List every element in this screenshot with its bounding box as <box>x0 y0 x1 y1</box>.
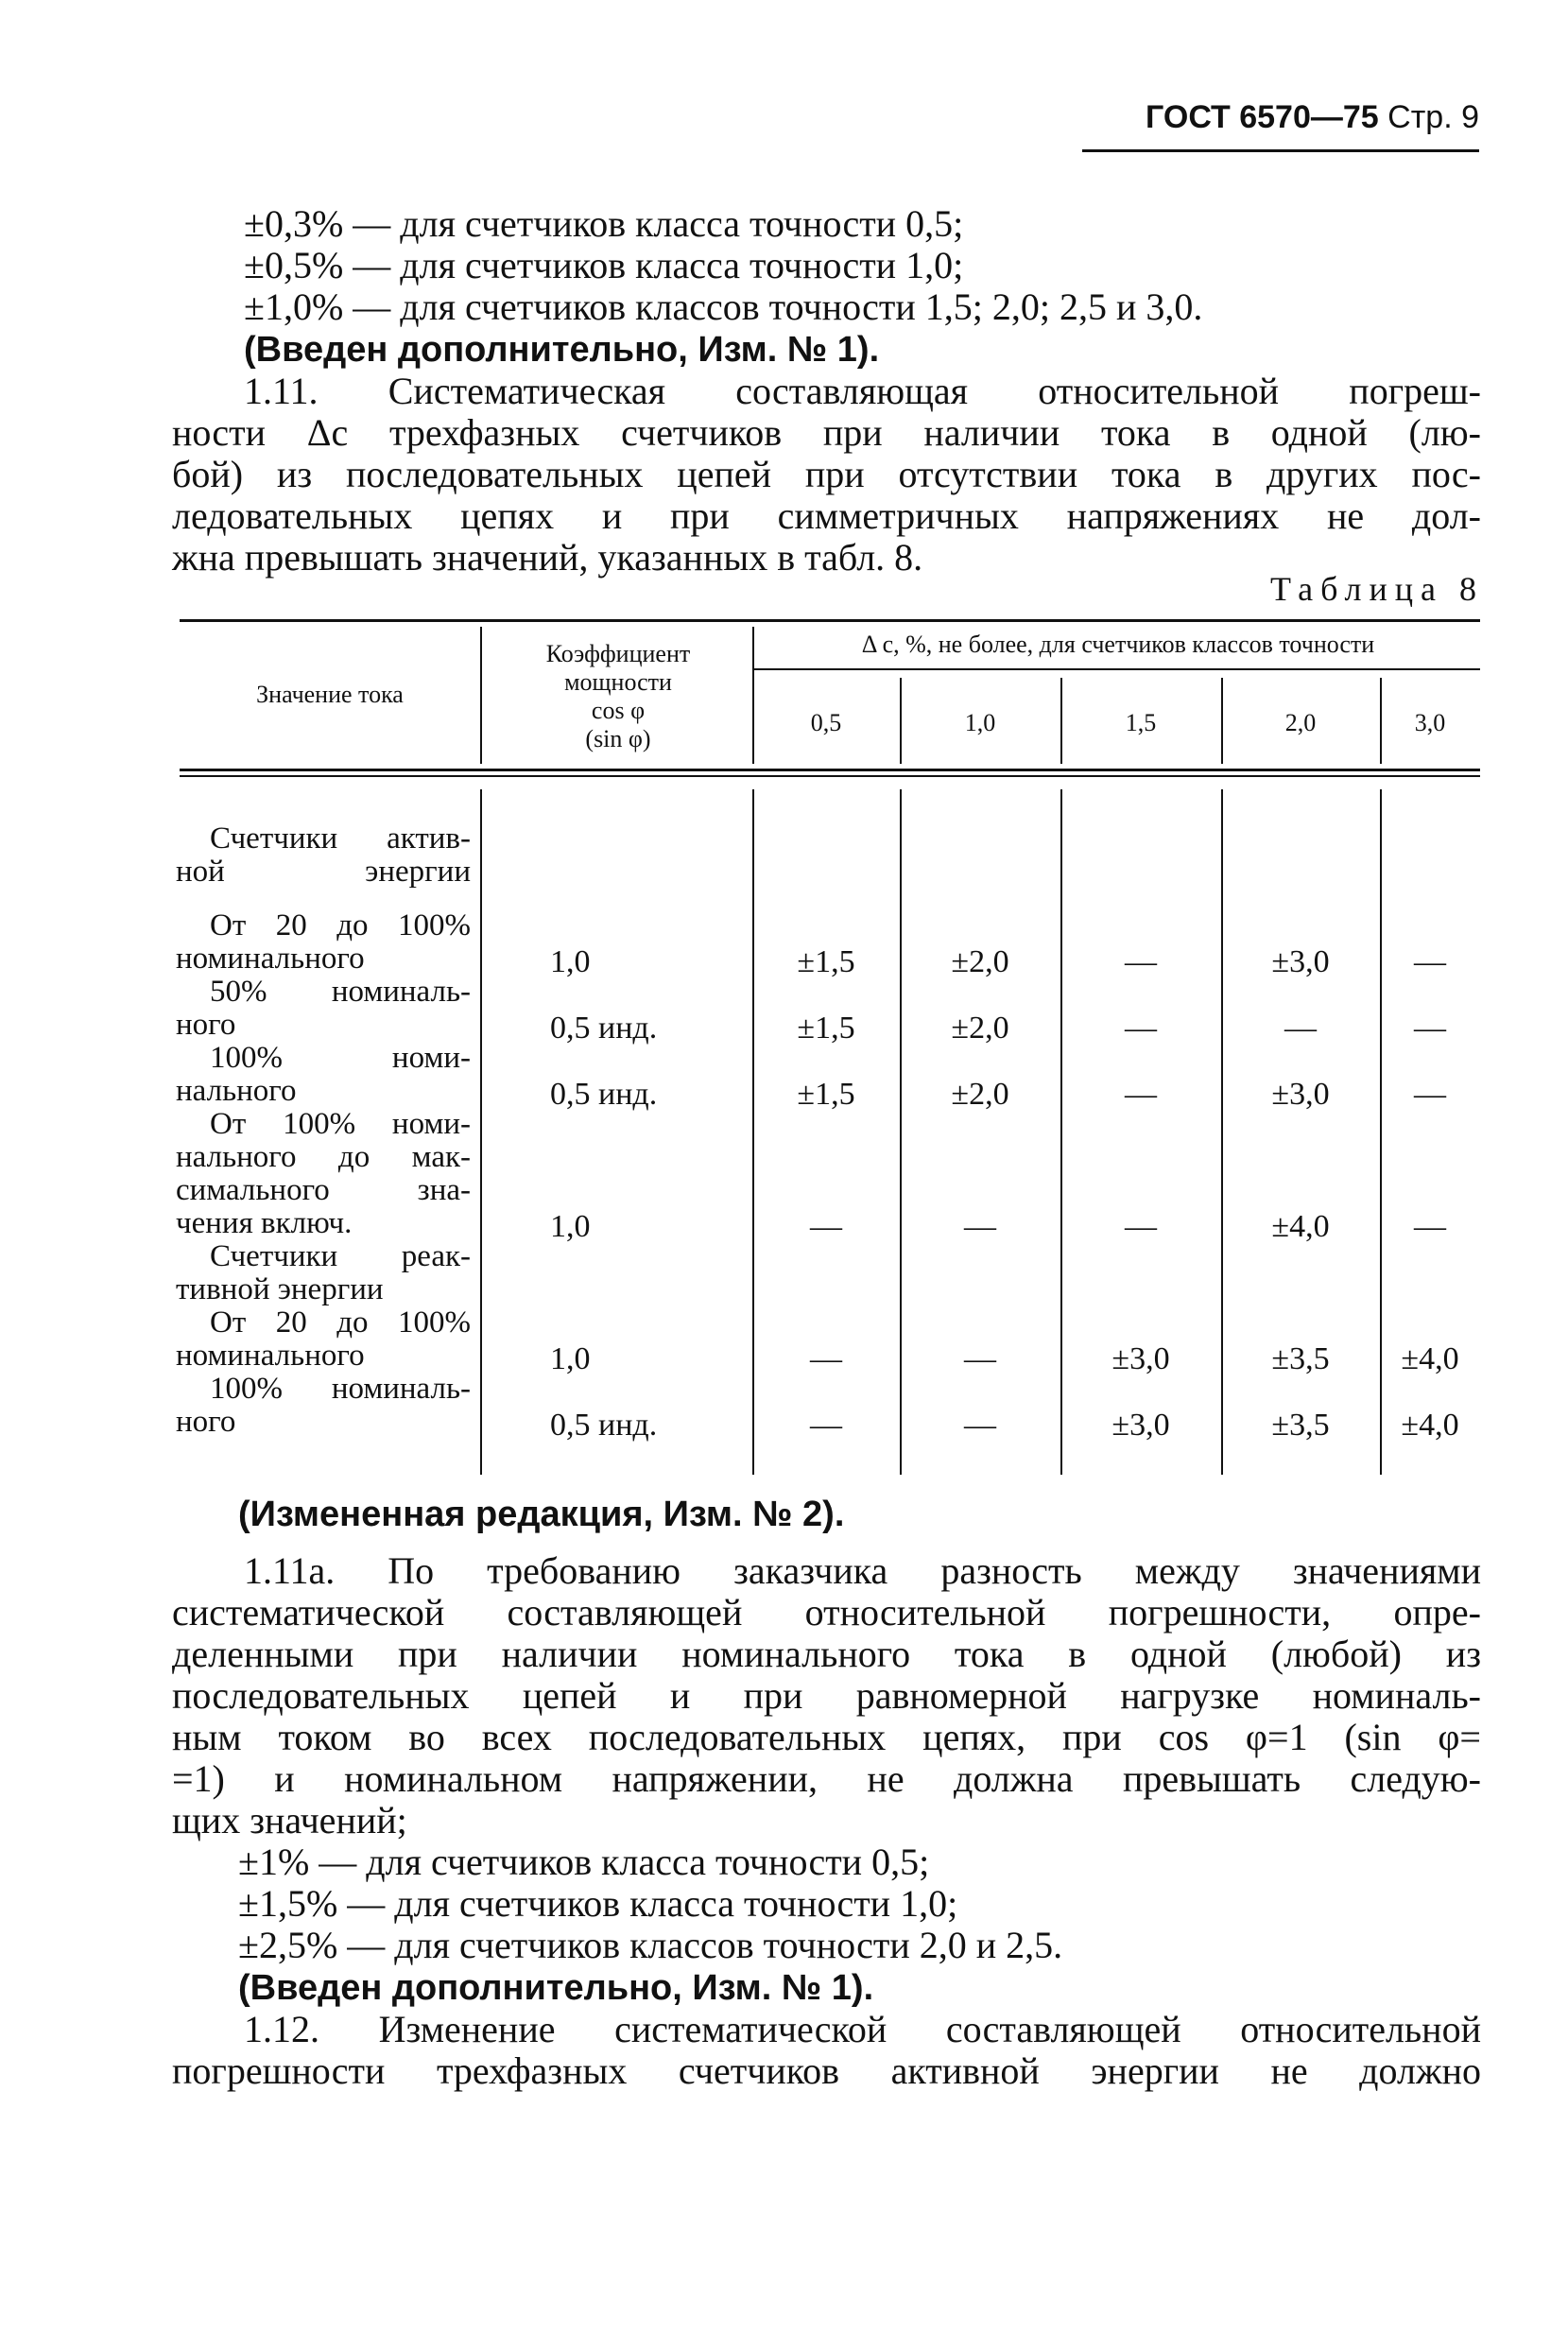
value-cell: — <box>1284 1011 1317 1046</box>
clause-1-11a-line: 1.11а. По требованию заказчика разность между значениями <box>244 1549 1481 1592</box>
value-cell: — <box>1414 1077 1446 1112</box>
value-cell: ±2,0 <box>951 1077 1009 1112</box>
row-label: Счетчики актив- ной энергии <box>176 821 471 889</box>
value-cell: — <box>964 1209 996 1244</box>
value-cell: ±2,0 <box>951 944 1009 979</box>
clause-1-12-line: погрешности трехфазных счетчиков активной энергии не должно <box>172 2049 1481 2092</box>
column-rule <box>752 627 754 764</box>
document-number: ГОСТ 6570—75 <box>1146 99 1379 135</box>
clause-1-11-line: ности Δс трехфазных счетчиков при наличии тока в одной (лю- <box>172 411 1481 454</box>
row-label: 50% номиналь- ного <box>176 975 471 1042</box>
value-cell: — <box>1125 944 1157 979</box>
clause-1-11a-line: последовательных цепей и при равномерной нагрузке номиналь- <box>172 1674 1481 1717</box>
value-cell: ±3,0 <box>1271 1077 1330 1112</box>
value-cell: ±3,0 <box>1111 1408 1170 1443</box>
row-label: От 20 до 100% номинального <box>176 908 471 976</box>
header-class: 1,0 <box>964 709 996 736</box>
amendment-note: (Введен дополнительно, Изм. № 1). <box>238 1968 874 2008</box>
row-label: От 20 до 100% номинального <box>176 1305 471 1373</box>
clause-1-11-line: ледовательных цепях и при симметричных напряжениях не дол- <box>172 494 1481 537</box>
value-cell: ±3,0 <box>1111 1341 1170 1376</box>
value-cell: ±3,5 <box>1271 1408 1330 1443</box>
header-class: 1,5 <box>1125 709 1157 736</box>
power-factor-cell: 0,5 инд. <box>550 1408 658 1443</box>
value-cell: ±4,0 <box>1401 1341 1459 1376</box>
clause-1-11a-line: =1) и номинальном напряжении, не должна превышать следую- <box>172 1757 1481 1800</box>
value-cell: — <box>1414 1011 1446 1046</box>
column-rule <box>480 789 482 1475</box>
header-bottom-rule <box>180 775 1480 777</box>
value-cell: — <box>1414 944 1446 979</box>
clause-1-11a-line: щих значений; <box>172 1799 407 1841</box>
header-class: 0,5 <box>810 709 842 736</box>
header-class: 2,0 <box>1284 709 1317 736</box>
power-factor-cell: 1,0 <box>550 944 591 979</box>
clause-1-11-line: бой) из последовательных цепей при отсутствии тока в других пос- <box>172 453 1481 495</box>
header-class: 3,0 <box>1414 709 1446 736</box>
power-factor-cell: 0,5 инд. <box>550 1011 658 1046</box>
tolerance-line: ±1% — для счетчиков класса точности 0,5; <box>238 1841 930 1883</box>
clause-1-12-line: 1.12. Изменение систематической составляющей относительной <box>244 2008 1481 2050</box>
tolerance-line: ±0,5% — для счетчиков класса точности 1,0; <box>244 244 964 286</box>
header-power-factor: Коэффициент мощности cos φ (sin φ) <box>545 640 691 752</box>
power-factor-cell: 0,5 инд. <box>550 1077 658 1112</box>
row-label: От 100% номи- нального до мак- симального зна- чения включ. <box>176 1107 471 1240</box>
table-caption: Таблица 8 <box>1270 570 1484 608</box>
header-current: Значение тока <box>256 681 404 708</box>
value-cell: — <box>1125 1077 1157 1112</box>
value-cell: — <box>964 1341 996 1376</box>
running-header <box>1082 99 1479 136</box>
value-cell: ±4,0 <box>1271 1209 1330 1244</box>
value-cell: — <box>964 1408 996 1443</box>
header-rule <box>1082 149 1479 152</box>
amendment-note: (Введен дополнительно, Изм. № 1). <box>244 330 880 370</box>
header-accuracy-group: Δ с, %, не более, для счетчиков классов точности <box>861 631 1375 658</box>
clause-1-11-line: 1.11. Систематическая составляющая относительной погреш- <box>244 370 1481 412</box>
value-cell: ±1,5 <box>797 1077 855 1112</box>
page-number: Стр. 9 <box>1387 99 1479 135</box>
tolerance-line: ±1,5% — для счетчиков класса точности 1,0; <box>238 1882 958 1925</box>
tolerance-line: ±0,3% — для счетчиков класса точности 0,5; <box>244 202 964 245</box>
value-cell: — <box>810 1209 842 1244</box>
value-cell: ±1,5 <box>797 944 855 979</box>
value-cell: ±1,5 <box>797 1011 855 1046</box>
row-label: 100% номиналь- ного <box>176 1372 471 1439</box>
amendment-note: (Измененная редакция, Изм. № 2). <box>238 1495 845 1534</box>
clause-1-11-line: жна превышать значений, указанных в табл. 8. <box>172 536 923 579</box>
value-cell: — <box>810 1341 842 1376</box>
value-cell: ±4,0 <box>1401 1408 1459 1443</box>
clause-1-11a-line: деленными при наличии номинального тока в одной (любой) из <box>172 1633 1481 1675</box>
clause-1-11a-line: ным током во всех последовательных цепях, при cos φ=1 (sin φ= <box>172 1716 1481 1758</box>
power-factor-cell: 1,0 <box>550 1341 591 1376</box>
value-cell: ±3,0 <box>1271 944 1330 979</box>
column-rule <box>480 627 482 764</box>
power-factor-cell: 1,0 <box>550 1209 591 1244</box>
table-top-rule <box>180 619 1480 622</box>
row-label: Счетчики реак- тивной энергии <box>176 1239 471 1306</box>
value-cell: ±3,5 <box>1271 1341 1330 1376</box>
header-bottom-rule <box>180 769 1480 771</box>
group-header-rule <box>752 668 1480 670</box>
row-label: 100% номи- нального <box>176 1041 471 1108</box>
value-cell: — <box>1125 1209 1157 1244</box>
value-cell: — <box>1125 1011 1157 1046</box>
tolerance-line: ±1,0% — для счетчиков классов точности 1,5; 2,0; 2,5 и 3,0. <box>244 285 1203 328</box>
tolerance-line: ±2,5% — для счетчиков классов точности 2,0 и 2,5. <box>238 1924 1063 1966</box>
value-cell: — <box>810 1408 842 1443</box>
value-cell: ±2,0 <box>951 1011 1009 1046</box>
value-cell: — <box>1414 1209 1446 1244</box>
clause-1-11a-line: систематической составляющей относительной погрешности, опре- <box>172 1591 1481 1634</box>
